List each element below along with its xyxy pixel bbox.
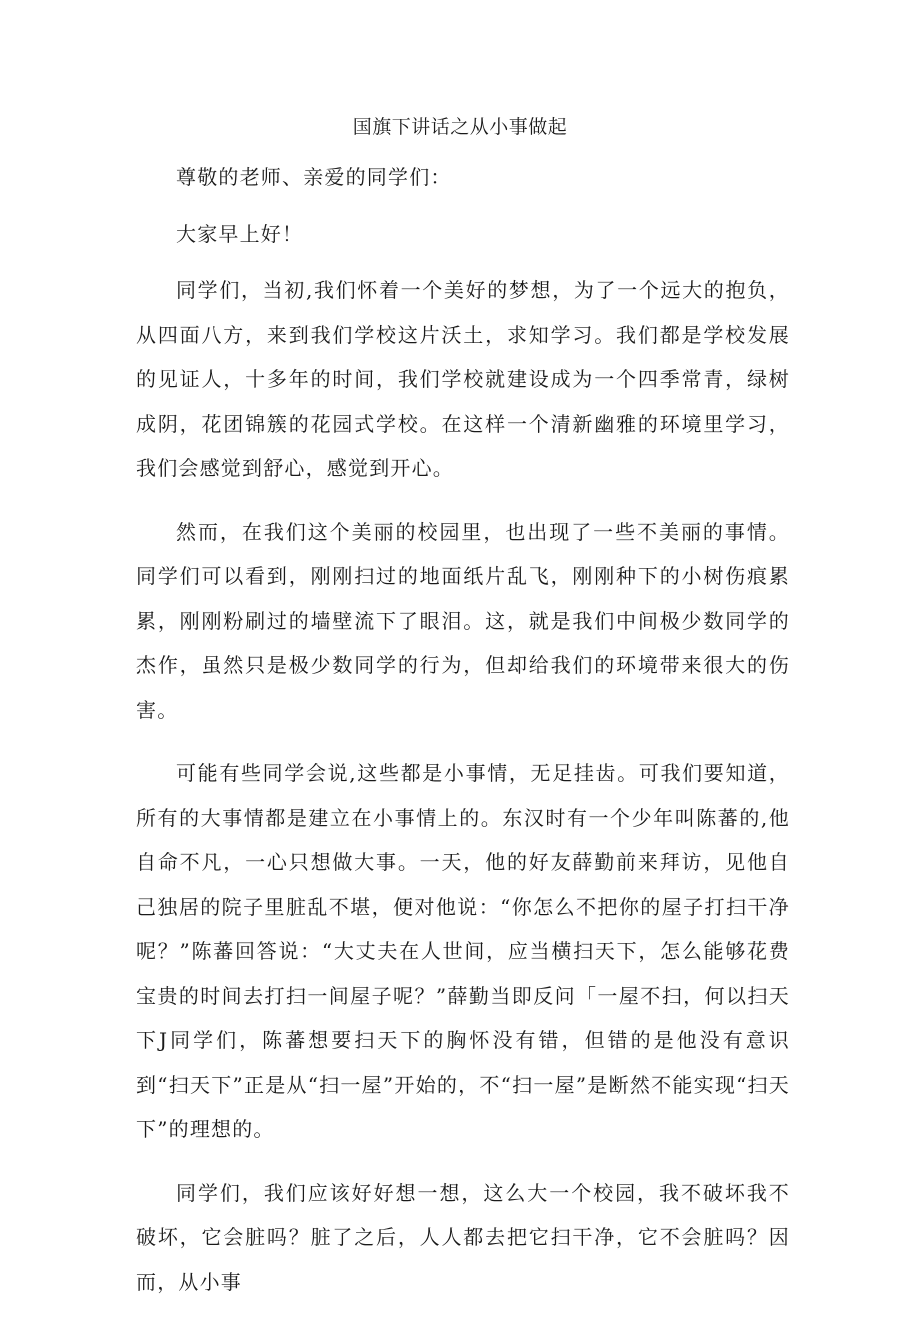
paragraph: 然而，在我们这个美丽的校园里，也出现了一些不美丽的事情。同学们可以看到，刚刚扫过的地面纸片乱飞，刚刚种下的小树伤痕累累，刚刚粉刷过的墙壁流下了眼泪。这，就是我们中间极少数同学的杰作，虽然只是极少数同学的行为，但却给我们的环境带来很大的伤害。 [136, 519, 790, 722]
paragraph-salutation: 尊敬的老师、亲爱的同学们： [176, 165, 452, 189]
paragraph-greeting: 大家早上好！ [176, 221, 304, 246]
document-title: 国旗下讲话之从小事做起 [352, 116, 568, 138]
paragraph: 可能有些同学会说,这些都是小事情，无足挂齿。可我们要知道，所有的大事情都是建立在小事情上的。东汉时有一个少年叫陈蕃的,他自命不凡，一心只想做大事。一天，他的好友薛勤前来拜访，见他自己独居的院子里脏乱不堪，便对他说：“你怎么不把你的屋子打扫干净呢？”陈蕃回答说：“大丈夫在人世间，应当横扫天下，怎么能够花费宝贵的时间去打扫一间屋子呢？”薛勤当即反问「一屋不扫，何以扫天下J同学们，陈蕃想要扫天下的胸怀没有错，但错的是他没有意识到“扫天下”正是从“扫一屋”开始的，不“扫一屋”是断然不能实现“扫天下”的理想的。 [136, 761, 790, 1141]
document-body [136, 155, 790, 1323]
paragraph: 同学们，当初,我们怀着一个美好的梦想，为了一个远大的抱负，从四面八方，来到我们学校这片沃土，求知学习。我们都是学校发展的见证人，十多年的时间，我们学校就建设成为一个四季常青，绿树成阴，花团锦簇的花园式学校。在这样一个清新幽雅的环境里学习，我们会感觉到舒心，感觉到开心。 [136, 278, 790, 480]
paragraph: 同学们，我们应该好好想一想，这么大一个校园，我不破坏我不破坏，它会脏吗？脏了之后，人人都去把它扫干净，它不会脏吗？因而，从小事 [136, 1180, 790, 1294]
